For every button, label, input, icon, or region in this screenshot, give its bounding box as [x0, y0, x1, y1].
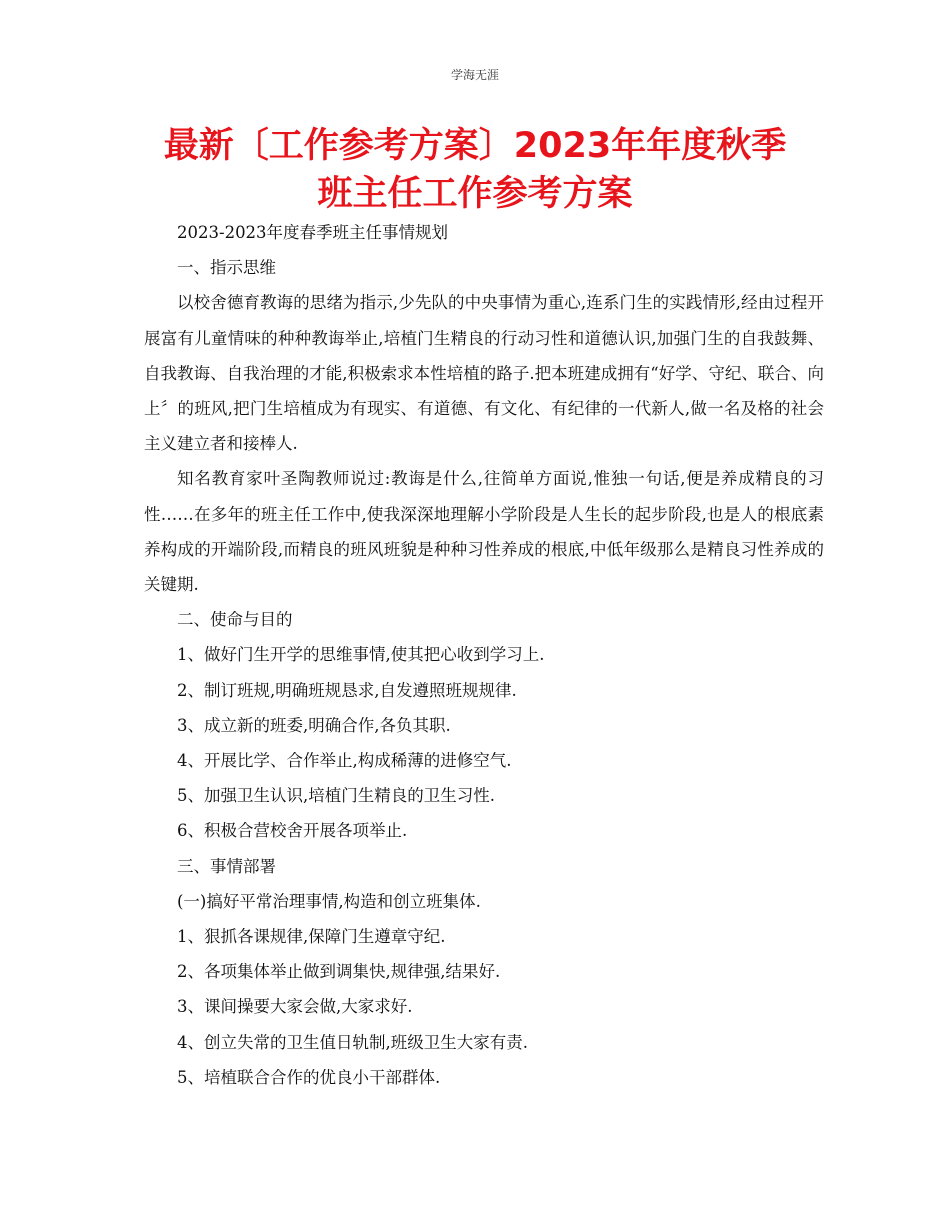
section-heading-arrangement: 三、事情部署	[177, 856, 276, 876]
list-item: 1、狠抓各课规律,保障门生遵章守纪.	[177, 927, 446, 947]
paragraph: 以校舍德育教诲的思绪为指示,少先队的中央事情为重心,连系门生的实践情形,经由过程开展富有儿童情味的种种教诲举止,培植门生精良的行动习性和道德认识,加强门生的自我鼓舞、自我教诲、自我治理的才能,积极索求本性培植的路子.把本班建成拥有“好学、守纪、联合、向上〞的班风,把门生培植成为有现实、有道德、有文化、有纪律的一代新人,做一名及格的社会主义建立者和接棒人.	[144, 293, 824, 454]
list-item: 6、积极合营校舍开展各项举止.	[177, 821, 408, 841]
title-line-1: 最新〔工作参考方案〕2023年年度秋季	[163, 126, 787, 166]
page-header: 学海无涯	[450, 68, 499, 82]
section-heading-goals: 二、使命与目的	[177, 610, 293, 630]
list-item: 2、制订班规,明确班规恳求,自发遵照班规规律.	[177, 680, 517, 700]
subtitle: 2023-2023年度春季班主任事情规划	[177, 223, 449, 242]
document-body	[144, 215, 824, 1095]
section-heading-guiding-thought: 一、指示思维	[177, 258, 276, 278]
list-item: 2、各项集体举止做到调集快,规律强,结果好.	[177, 962, 501, 982]
list-item: 4、开展比学、合作举止,构成稀薄的进修空气.	[177, 751, 512, 771]
list-item: 3、课间操要大家会做,大家求好.	[177, 997, 413, 1017]
list-item: 5、加强卫生认识,培植门生精良的卫生习性.	[177, 786, 495, 806]
list-item: 5、培植联合合作的优良小干部群体.	[177, 1067, 441, 1087]
list-item: 1、做好门生开学的思维事情,使其把心收到学习上.	[177, 645, 545, 665]
list-item: 3、成立新的班委,明确合作,各负其职.	[177, 715, 451, 735]
list-item: 4、创立失常的卫生值日轨制,班级卫生大家有责.	[177, 1032, 528, 1052]
paragraph: 知名教育家叶圣陶教师说过:教诲是什么,往简单方面说,惟独一句话,便是养成精良的习性……在多年的班主任工作中,使我深深地理解小学阶段是人生长的起步阶段,也是人的根底素养构成的开端阶段,而精良的班风班貌是种种习性养成的根底,中低年级那么是精良习性养成的关键期.	[144, 469, 824, 595]
document-title	[120, 122, 830, 218]
title-line-2: 班主任工作参考方案	[317, 174, 633, 214]
subsection-heading: (一)搞好平常治理事情,构造和创立班集体.	[177, 891, 481, 911]
